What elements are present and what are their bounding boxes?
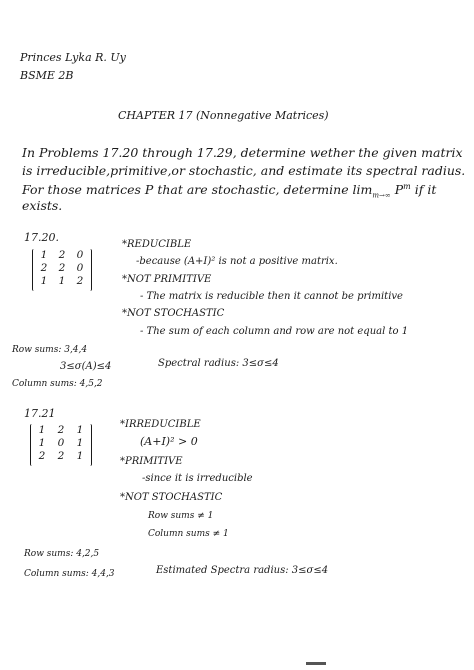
matrix-cell: 2	[40, 262, 48, 274]
matrix-cell: 2	[57, 450, 65, 462]
matrix-cell: 0	[57, 437, 65, 449]
power-m: m	[403, 182, 411, 191]
p20-note-not-primitive: *NOT PRIMITIVE	[122, 274, 212, 285]
p20-note-not-stochastic: *NOT STOCHASTIC	[122, 308, 225, 319]
instructions-line-3	[22, 183, 436, 200]
p21-note-primitive-reason: -since it is irreducible	[142, 473, 253, 484]
p20-column-sums: Column sums: 4,5,2	[12, 379, 103, 389]
matrix-cell: 1	[40, 275, 48, 287]
p21-spectral-radius: Estimated Spectra radius: 3≤σ≤4	[156, 565, 329, 576]
chapter-title: CHAPTER 17 (Nonnegative Matrices)	[118, 109, 329, 122]
problem-20-label: 17.20.	[24, 231, 59, 244]
instructions-line-2: is irreducible,primitive,or stochastic, and estimate its spectral radius.	[22, 163, 466, 178]
matrix-row	[33, 262, 91, 275]
matrix-row	[33, 249, 91, 262]
p21-note-not-stochastic: *NOT STOCHASTIC	[120, 492, 223, 503]
instructions-line-1: In Problems 17.20 through 17.29, determine wether the given matrix	[22, 145, 463, 160]
p21-note-primitive: *PRIMITIVE	[120, 456, 183, 467]
p21-row-sums: Row sums: 4,2,5	[24, 549, 100, 559]
p20-note-reducible: *REDUCIBLE	[122, 239, 192, 250]
matrix-cell: 2	[76, 275, 84, 287]
student-name: Princes Lyka R. Uy	[20, 51, 126, 64]
matrix-cell: 1	[76, 424, 84, 436]
matrix-cell: 0	[76, 249, 84, 261]
matrix-cell: 2	[58, 262, 66, 274]
instructions-line-3-end: if it	[414, 182, 437, 198]
p21-note-positive: (A+I)² > 0	[140, 435, 198, 448]
matrix-cell: 1	[58, 275, 66, 287]
matrix-cell: 1	[38, 437, 46, 449]
p20-bound: 3≤σ(A)≤4	[60, 361, 112, 372]
matrix-cell: 1	[76, 450, 84, 462]
instructions-line-4: exists.	[22, 198, 63, 213]
matrix-row	[31, 424, 91, 437]
matrix-p-symbol: P	[394, 182, 404, 198]
problem-21-matrix	[30, 424, 92, 466]
p21-note-irreducible: *IRREDUCIBLE	[120, 419, 201, 430]
problem-21-label: 17.21	[24, 407, 56, 420]
p20-note-primitive-reason: - The matrix is reducible then it cannot be primitive	[140, 291, 403, 302]
p20-row-sums: Row sums: 3,4,4	[12, 345, 88, 355]
p21-note-column-sums: Column sums ≠ 1	[148, 529, 229, 539]
limit-subscript: m→∞	[372, 191, 391, 200]
page-edge-mark	[306, 662, 326, 665]
matrix-cell: 2	[58, 249, 66, 261]
matrix-cell: 1	[40, 249, 48, 261]
matrix-cell: 0	[76, 262, 84, 274]
p20-note-reason: -because (A+I)² is not a positive matrix.	[136, 256, 338, 267]
p20-spectral-radius: Spectral radius: 3≤σ≤4	[158, 358, 279, 369]
p20-note-stochastic-reason: - The sum of each column and row are not equal to 1	[140, 326, 409, 337]
instructions-line-3-text: For those matrices P that are stochastic, determine lim	[22, 182, 373, 198]
p21-column-sums: Column sums: 4,4,3	[24, 569, 115, 579]
matrix-row	[33, 275, 91, 288]
matrix-cell: 2	[57, 424, 65, 436]
p21-note-row-sums: Row sums ≠ 1	[148, 511, 214, 521]
matrix-row	[31, 437, 91, 450]
matrix-cell: 2	[38, 450, 46, 462]
matrix-row	[31, 450, 91, 463]
problem-20-matrix	[32, 249, 92, 291]
student-course: BSME 2B	[20, 69, 74, 82]
matrix-cell: 1	[76, 437, 84, 449]
matrix-cell: 1	[38, 424, 46, 436]
